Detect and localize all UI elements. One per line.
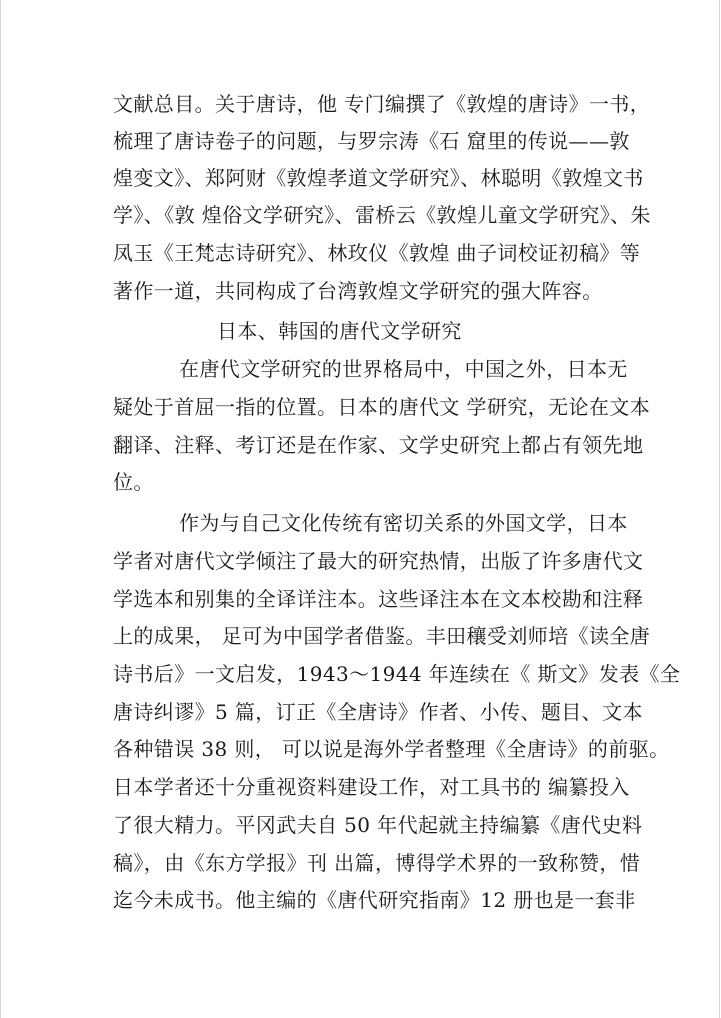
text-line: 迄今未成书。他主编的《唐代研究指南》12 册也是一套非 [113, 888, 636, 912]
text-line: 上的成果， 足可为中国学者借鉴。丰田穰受刘师培《读全唐 [113, 624, 651, 648]
text-line: 位。 [113, 470, 154, 494]
text-line: 唐诗纠谬》5 篇，订正《全唐诗》作者、小传、题目、文本 [113, 700, 643, 724]
text-body [1, 0, 721, 1018]
text-line: 诗书后》一文启发，1943～1944 年连续在《 斯文》发表《全 [113, 662, 681, 686]
section-heading: 日本、韩国的唐代文学研究 [217, 319, 462, 343]
text-line: 梳理了唐诗卷子的问题，与罗宗涛《石 窟里的传说——敦 [113, 129, 630, 153]
text-line: 各种错误 38 则， 可以说是海外学者整理《全唐诗》的前驱。 [113, 737, 670, 761]
text-line: 学者对唐代文学倾注了最大的研究热情，出版了许多唐代文 [113, 549, 644, 573]
text-line: 著作一道，共同构成了台湾敦煌文学研究的强大阵容。 [113, 279, 603, 303]
text-line: 稿》，由《东方学报》刊 出篇，博得学术界的一致称赞，惜 [113, 851, 641, 875]
text-line: 疑处于首屈一指的位置。日本的唐代文 学研究，无论在文本 [113, 395, 651, 419]
text-line: 日本学者还十分重视资料建设工作，对工具书的 编纂投入 [113, 775, 630, 799]
text-line: 煌变文》、郑阿财《敦煌孝道文学研究》、林聪明《敦煌文书 [113, 166, 644, 190]
text-line: 翻译、注释、考订还是在作家、文学史研究上都占有领先地 [113, 433, 644, 457]
text-line: 学》、《敦 煌俗文学研究》、雷桥云《敦煌儿童文学研究》、朱 [113, 203, 651, 227]
text-line: 在唐代文学研究的世界格局中，中国之外，日本无 [179, 357, 628, 381]
text-line: 作为与自己文化传统有密切关系的外国文学，日本 [179, 511, 628, 535]
text-line: 了很大精力。平冈武夫自 50 年代起就主持编纂《唐代史料 [113, 813, 643, 837]
text-line: 文献总目。关于唐诗，他 专门编撰了《敦煌的唐诗》一书， [113, 92, 651, 116]
text-line: 学选本和别集的全译详注本。这些译注本在文本校勘和注释 [113, 587, 644, 611]
text-line: 凤玉《王梵志诗研究》、林玫仪《敦煌 曲子词校证初稿》等 [113, 241, 641, 265]
